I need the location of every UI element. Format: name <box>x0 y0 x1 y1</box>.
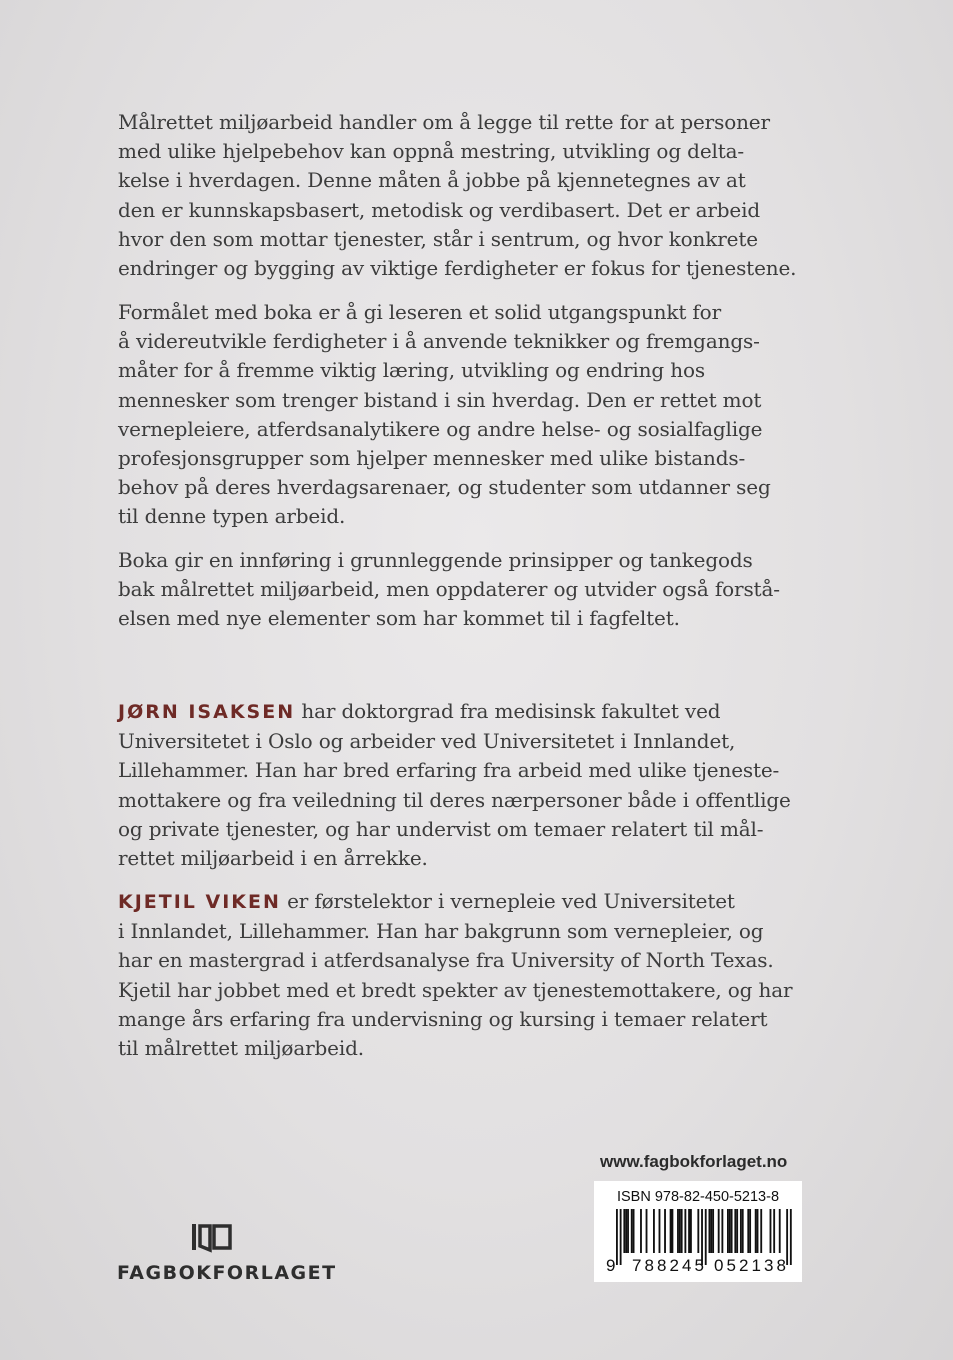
barcode-bar <box>747 1209 749 1253</box>
barcode-digit-group: 052138 <box>714 1256 786 1275</box>
text-line: behov på deres hverdagsarenaer, og studenter som utdanner seg <box>118 475 771 500</box>
text-line: elsen med nye elementer som har kommet til i fagfeltet. <box>118 606 680 631</box>
text-line: mennesker som trenger bistand i sin hverdag. Den er rettet mot <box>118 387 762 412</box>
text-line: endringer og bygging av viktige ferdigheter er fokus for tjenestene. <box>118 256 797 281</box>
author-bio-isaksen <box>118 697 818 873</box>
barcode-bar <box>740 1209 742 1253</box>
barcode-bar <box>779 1209 781 1253</box>
barcode-digit-group: 788245 <box>632 1256 704 1275</box>
text-line: i Innlandet, Lillehammer. Han har bakgrunn som vernepleier, og <box>118 919 764 944</box>
barcode-digit-group: 9 <box>606 1256 616 1275</box>
barcode-bar <box>640 1209 642 1253</box>
text-line: kelse i hverdagen. Denne måten å jobbe på kjennetegnes av at <box>118 168 746 193</box>
text-line: å videreutvikle ferdigheter i å anvende teknikker og fremgangs- <box>118 329 760 354</box>
text-line: har en mastergrad i atferdsanalyse fra University of North Texas. <box>118 948 774 973</box>
barcode-bar <box>616 1209 618 1265</box>
barcode-bar <box>672 1209 674 1253</box>
barcode-bar <box>710 1209 712 1253</box>
text-line: Målrettet miljøarbeid handler om å legge til rette for at personer <box>118 110 770 134</box>
text-line: profesjonsgrupper som hjelper mennesker med ulike bistands- <box>118 446 746 471</box>
isbn-barcode-box <box>594 1181 802 1282</box>
text-line: den er kunnskapsbasert, metodisk og verdibasert. Det er arbeid <box>118 197 760 222</box>
isbn-label: ISBN 978-82-450-5213-8 <box>616 1189 780 1205</box>
barcode-bar <box>625 1209 627 1253</box>
author-name: JØRN ISAKSEN <box>118 701 296 723</box>
barcode-bar <box>659 1209 661 1253</box>
text-line: bak målrettet miljøarbeid, men oppdaterer og utvider også forstå- <box>118 577 780 602</box>
barcode-bar <box>670 1209 672 1253</box>
open-book-logo-icon <box>191 1222 233 1254</box>
text-line <box>118 887 818 917</box>
text-line: Kjetil har jobbet med et bredt spekter av tjenestemottakere, og har <box>118 977 793 1002</box>
text-line: hvor den som mottar tjenester, står i sentrum, og hvor konkrete <box>118 226 758 251</box>
barcode-bar <box>770 1209 772 1253</box>
barcode-image <box>602 1209 796 1277</box>
barcode-bar <box>679 1209 681 1253</box>
barcode-bar <box>742 1209 744 1253</box>
barcode-bar <box>690 1209 692 1253</box>
text-line: og private tjenester, og har undervist om temaer relatert til mål- <box>118 816 764 841</box>
text-line: med ulike hjelpebehov kan oppnå mestring, utvikling og delta- <box>118 139 745 164</box>
barcode-bar <box>721 1209 723 1253</box>
barcode-bar <box>712 1209 714 1253</box>
barcode-bar <box>718 1209 720 1253</box>
barcode-bar <box>731 1209 733 1253</box>
barcode-bar <box>773 1209 775 1253</box>
barcode-bar <box>749 1209 751 1253</box>
barcode-bar <box>786 1209 788 1265</box>
author-bio-text: er førstelektor i vernepleie ved Universitetet <box>280 889 735 913</box>
description-paragraph-1 <box>118 108 818 283</box>
barcode-bar <box>729 1209 731 1253</box>
text-line: Formålet med boka er å gi leseren et solid utgangspunkt for <box>118 300 721 324</box>
barcode-bar <box>627 1209 629 1253</box>
barcode-bar <box>620 1209 622 1265</box>
barcode-bar <box>790 1209 792 1265</box>
description-paragraph-2 <box>118 298 818 532</box>
barcode-bar <box>631 1209 633 1253</box>
author-bio-text: har doktorgrad fra medisinsk fakultet ved <box>295 699 721 723</box>
barcode-bar <box>653 1209 655 1253</box>
barcode-bar <box>623 1209 625 1253</box>
text-line: rettet miljøarbeid i en årrekke. <box>118 846 428 871</box>
barcode-bar <box>684 1209 686 1253</box>
text-line: mottakere og fra veiledning til deres nærpersoner både i offentlige <box>118 787 791 812</box>
barcode-bar <box>646 1209 648 1253</box>
publisher-name: FAGBOKFORLAGET <box>117 1262 337 1284</box>
barcode-bar <box>736 1209 738 1253</box>
text-line: Universitetet i Oslo og arbeider ved Universitetet i Innlandet, <box>118 729 736 754</box>
text-line: til målrettet miljøarbeid. <box>118 1036 364 1061</box>
barcode-bar <box>681 1209 683 1253</box>
barcode-bar <box>760 1209 762 1253</box>
text-line: mange års erfaring fra undervisning og kursing i temaer relatert <box>118 1006 768 1031</box>
barcode-bar <box>633 1209 635 1253</box>
author-bio-viken <box>118 887 818 1063</box>
barcode-bar <box>664 1209 666 1253</box>
barcode-bar <box>688 1209 690 1253</box>
barcode-bar <box>709 1209 711 1253</box>
barcode-bar <box>677 1209 679 1253</box>
text-line: til denne typen arbeid. <box>118 504 346 529</box>
barcode-bar <box>755 1209 757 1253</box>
text-line <box>118 697 818 727</box>
barcode-bar <box>697 1209 699 1253</box>
publisher-website-link[interactable]: www.fagbokforlaget.no <box>600 1152 788 1171</box>
text-line: måter for å fremme viktig læring, utvikling og endring hos <box>118 358 705 383</box>
barcode-bar <box>757 1209 759 1253</box>
text-line: Boka gir en innføring i grunnleggende prinsipper og tankegods <box>118 548 753 572</box>
barcode-bar <box>734 1209 736 1253</box>
author-name: KJETIL VIKEN <box>118 891 281 913</box>
text-line: Lillehammer. Han har bred erfaring fra arbeid med ulike tjeneste- <box>118 758 780 783</box>
description-paragraph-3 <box>118 546 818 634</box>
barcode-bar <box>727 1209 729 1253</box>
text-line: vernepleiere, atferdsanalytikere og andre helse- og sosialfaglige <box>118 416 763 441</box>
barcode-bar <box>705 1209 707 1265</box>
